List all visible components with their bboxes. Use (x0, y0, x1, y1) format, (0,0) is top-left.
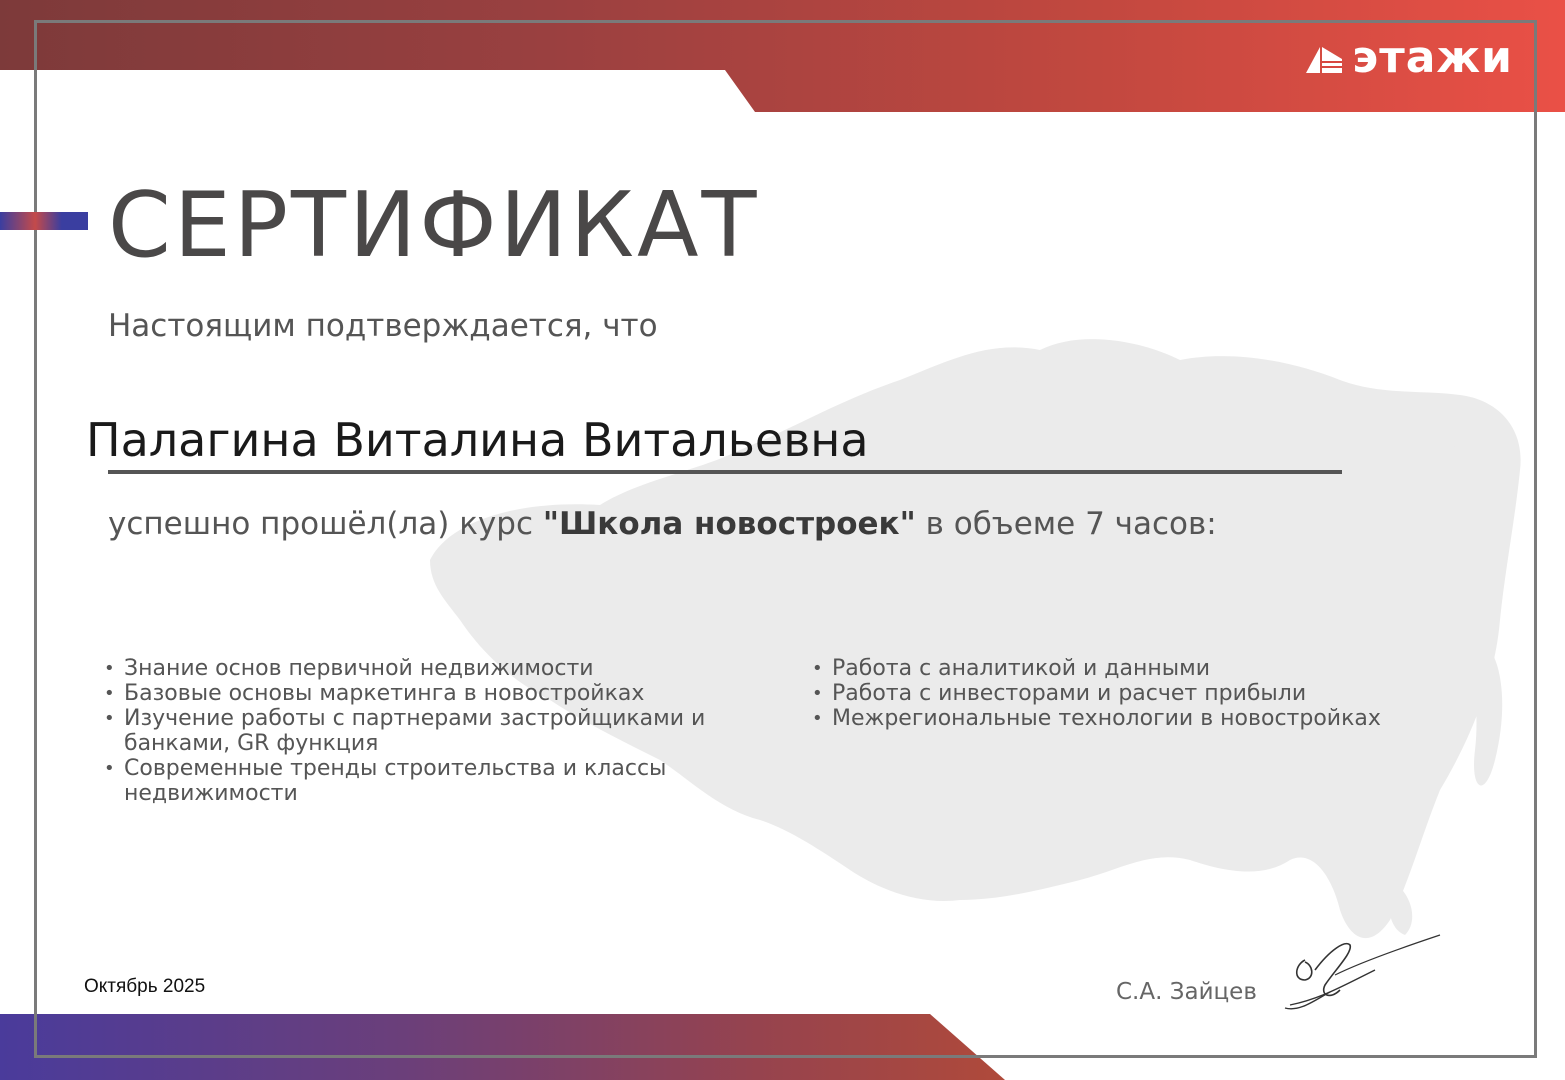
skills-list-left (104, 656, 754, 806)
brand-logo (1306, 32, 1513, 83)
skill-item: • Межрегиональные технологии в новостройках (812, 706, 1452, 731)
skill-item: • Изучение работы с партнерами застройщиками и банками, GR функция (104, 706, 754, 756)
skill-item: • Современные тренды строительства и классы недвижимости (104, 756, 754, 806)
course-statement (108, 504, 1217, 544)
skill-item: • Работа с инвесторами и расчет прибыли (812, 681, 1452, 706)
signer-name: С.А. Зайцев (1116, 979, 1257, 1005)
course-name: "Школа новостроек" (542, 506, 916, 542)
skill-item: • Базовые основы маркетинга в новостройках (104, 681, 754, 706)
signature-mark (1275, 930, 1445, 1015)
side-accent-bar (0, 212, 88, 230)
recipient-name: Палагина Виталина Витальевна (86, 413, 869, 467)
skills-list-right (812, 656, 1452, 731)
skill-item: • Знание основ первичной недвижимости (104, 656, 754, 681)
confirmation-text: Настоящим подтверждается, что (108, 308, 658, 344)
building-icon (1306, 43, 1342, 73)
course-prefix: успешно прошёл(ла) курс (108, 506, 543, 542)
brand-name: этажи (1352, 32, 1513, 83)
name-underline (108, 470, 1342, 474)
skill-item: • Работа с аналитикой и данными (812, 656, 1452, 681)
issue-date: Октябрь 2025 (84, 976, 206, 997)
certificate-title: СЕРТИФИКАТ (108, 173, 760, 278)
course-suffix: в объеме 7 часов: (915, 506, 1217, 542)
